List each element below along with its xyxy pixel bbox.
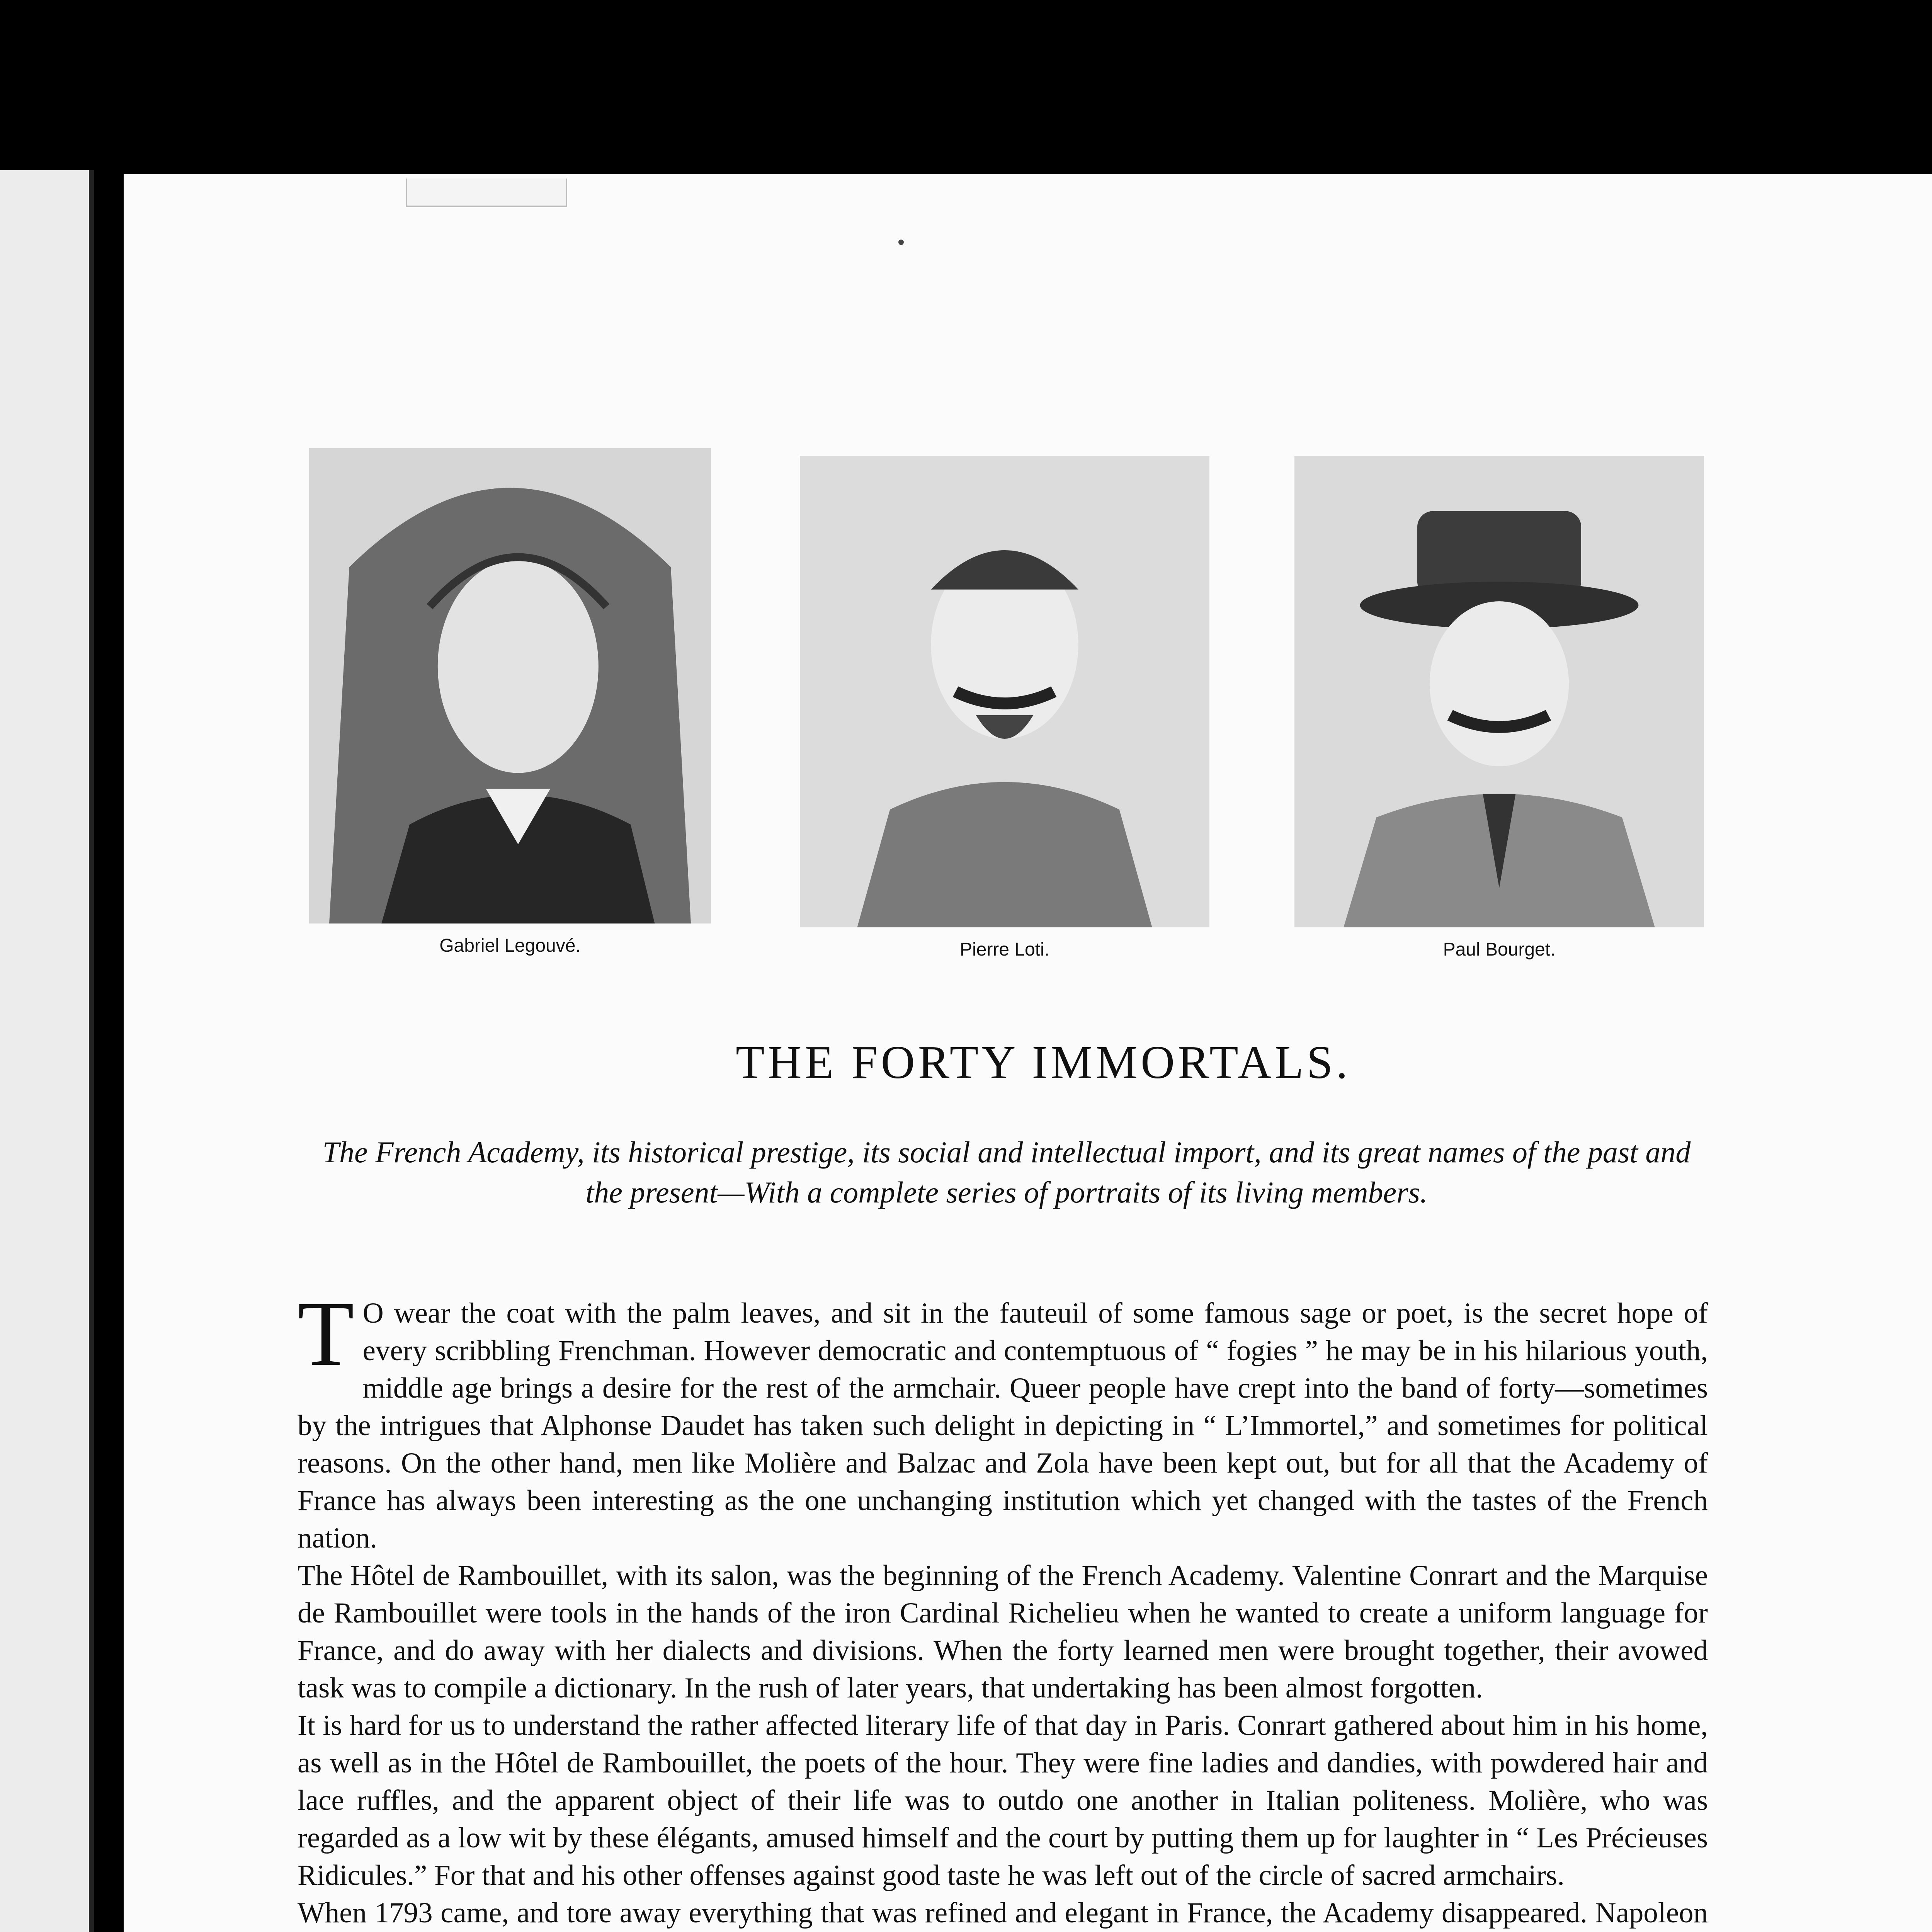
paragraph-1: T O wear the coat with the palm leaves, and sit in the fauteuil of some famous sage or poet, is the secret hope of every scribbling Frenchman. However democratic and contemptuous of “ fogies ” he may be in his hilarious youth, middle age brings a desire for the rest of the armchair. Queer people have crept into the band of forty—sometimes by the intrigues that Alphonse Daudet has taken such delight in depicting in “ L’Immortel,” and sometimes for political reasons. On the other hand, men like Molière and Balzac and Zola have been kept out, but for all that the Academy of France has always been interesting as the one unchanging institution which yet changed with the tastes of the French nation. (298, 1282, 1708, 1554)
portrait-gabriel-legouve (309, 448, 711, 923)
caption-pierre-loti: Pierre Loti. (959, 939, 1050, 960)
facing-page-edge (0, 170, 94, 1932)
article-subtitle: The French Academy, its historical prestige, its social and intellectual import, and its great names of the past and the present—With a complete series of portraits of its living members. (322, 1135, 1691, 1209)
portrait-pierre-loti (800, 456, 1209, 927)
paragraph-2: The Hôtel de Rambouillet, with its salon, was the beginning of the French Academy. Valentine Conrart and the Marquise de Rambouillet were tools in the hands of the iron Cardinal Richelieu when he wanted to create a uniform language for France, and do away with her dialects and divisions. When the forty learned men were brought together, their avowed task was to compile a dictionary. In the rush of later years, that undertaking has been almost forgotten. (298, 1560, 1708, 1704)
article-title: THE FORTY IMMORTALS. (736, 1036, 1351, 1088)
portrait-paul-bourget (1294, 456, 1704, 927)
paragraph-3: It is hard for us to understand the rather affected literary life of that day in Paris. Conrart gathered about him in his home, as well as in the Hôtel de Rambouillet, the poets of the hour. They were fine ladies and dandies, with powdered hair and lace ruffles, and the apparent object of their life was to outdo one another in Italian politeness. Molière, who was regarded as a low wit by these élégants, amused himself and the court by putting them up for laughter in “ Les Précieuses Ridicules.” For that and his other offenses against good taste he was left out of the circle of sacred armchairs. (298, 1709, 1708, 1891)
ink-dot (898, 240, 904, 245)
caption-gabriel-legouve: Gabriel Legouvé. (439, 935, 581, 956)
drop-cap: T (298, 1282, 354, 1385)
caption-paul-bourget: Paul Bourget. (1443, 939, 1556, 960)
paragraph-4: When 1793 came, and tore away everything that was refined and elegant in France, the Academy disappeared. Napoleon (298, 1897, 1708, 1929)
page-tab-mark (406, 179, 567, 207)
article-body (298, 1282, 1708, 1932)
